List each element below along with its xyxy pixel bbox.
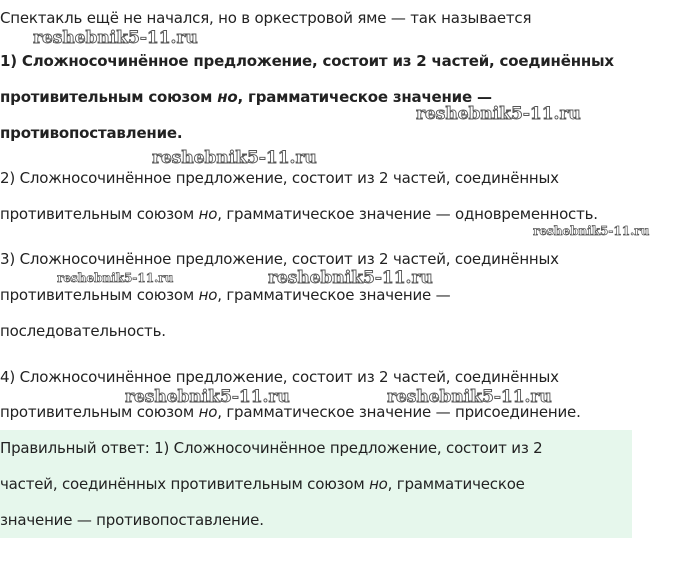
answer-line-1: Правильный ответ: 1) Сложносочинённое предложение, состоит из 2 [0, 439, 543, 457]
answer-conjunction: но [369, 475, 388, 493]
watermark: reshebnik5-11.ru [125, 387, 290, 407]
option-2-line-1: 2) Сложносочинённое предложение, состоит из 2 частей, соединённых [0, 169, 559, 187]
option-4-line-2 [0, 402, 581, 422]
option-3-line-2 [0, 285, 450, 305]
option-4-text-before: противительным союзом [0, 403, 199, 421]
option-4-line-1: 4) Сложносочинённое предложение, состоит из 2 частей, соединённых [0, 368, 559, 386]
answer-line-3: значение — противопоставление. [0, 511, 264, 529]
watermark: reshebnik5-11.ru [152, 148, 317, 168]
option-4-conjunction: но [198, 403, 218, 421]
watermark: reshebnik5-11.ru [268, 268, 433, 288]
watermark: reshebnik5-11.ru [57, 271, 174, 285]
option-4-text-after: , грамматическое значение — присоединение. [217, 403, 581, 421]
option-3-conjunction: но [198, 286, 218, 304]
option-1-line-1: 1) Сложносочинённое предложение, состоит из 2 частей, соединённых [0, 52, 614, 70]
answer-text-before: частей, соединённых противительным союзом [0, 475, 370, 493]
watermark: reshebnik5-11.ru [533, 224, 650, 238]
option-3-line-3: последовательность. [0, 322, 166, 340]
watermark: reshebnik5-11.ru [387, 387, 552, 407]
option-2-text-after: , грамматическое значение — одновременность. [217, 205, 598, 223]
answer-text-after: , грамматическое [387, 475, 525, 493]
option-1-line-2 [0, 87, 492, 107]
option-1-text-before: противительным союзом [0, 88, 218, 106]
option-3-line-1: 3) Сложносочинённое предложение, состоит из 2 частей, соединённых [0, 250, 559, 268]
correct-answer-box [0, 430, 632, 538]
option-3-text-after: , грамматическое значение — [217, 286, 451, 304]
option-1-line-3: противопоставление. [0, 124, 183, 142]
answer-line-2 [0, 474, 525, 494]
option-2-line-2 [0, 204, 598, 224]
watermark: reshebnik5-11.ru [416, 104, 581, 124]
option-1-conjunction: но [217, 88, 238, 106]
option-1-text-after: , грамматическое значение — [237, 88, 492, 106]
option-2-text-before: противительным союзом [0, 205, 199, 223]
question-intro: Спектакль ещё не начался, но в оркестровой яме — так называется [0, 9, 532, 27]
option-2-conjunction: но [198, 205, 218, 223]
option-3-text-before: противительным союзом [0, 286, 199, 304]
watermark: reshebnik5-11.ru [33, 28, 198, 48]
